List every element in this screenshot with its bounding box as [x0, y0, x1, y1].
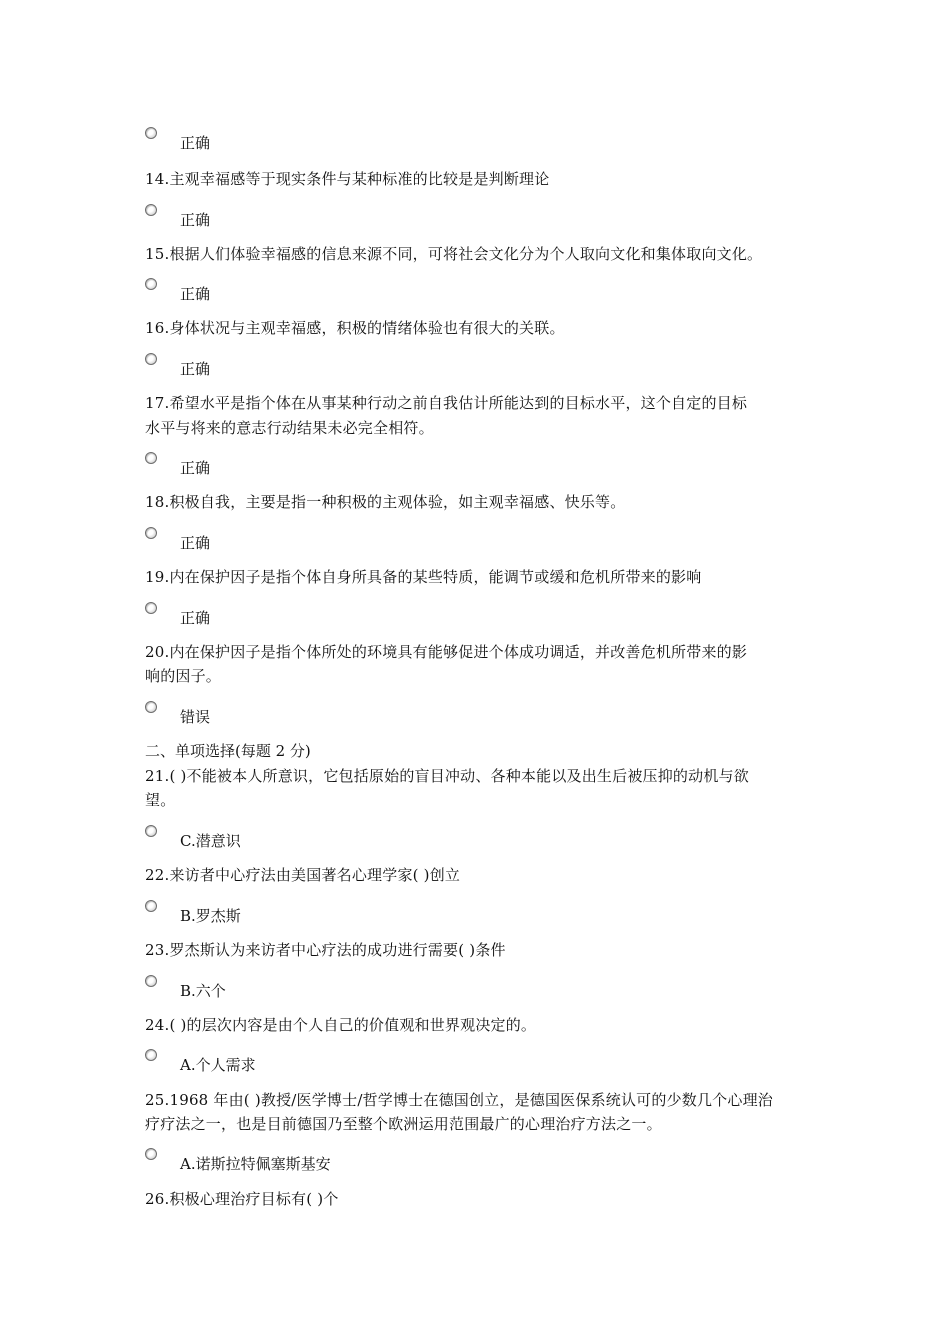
answer-label: A.诺斯拉特佩塞斯基安 [180, 1155, 331, 1173]
answer-option-14 [145, 204, 445, 230]
answer-label: 正确 [180, 211, 211, 229]
radio-button-icon[interactable] [145, 204, 157, 216]
answer-label: B.六个 [180, 982, 226, 1000]
answer-label: B.罗杰斯 [180, 907, 241, 925]
question-17-line-2: 水平与将来的意志行动结果未必完全相符。 [145, 419, 434, 437]
answer-option-22 [145, 900, 445, 926]
answer-label: 错误 [180, 708, 211, 726]
answer-option-16 [145, 353, 445, 379]
question-18: 18.积极自我，主要是指一种积极的主观体验，如主观幸福感、快乐等。 [145, 493, 626, 511]
answer-label: 正确 [180, 609, 211, 627]
question-19: 19.内在保护因子是指个体自身所具备的某些特质，能调节或缓和危机所带来的影响 [145, 568, 702, 586]
radio-button-icon[interactable] [145, 701, 157, 713]
question-16: 16.身体状况与主观幸福感，积极的情绪体验也有很大的关联。 [145, 319, 565, 337]
answer-label: 正确 [180, 285, 211, 303]
section-heading-single-choice: 二、单项选择(每题 2 分) [145, 742, 311, 760]
question-17-line-1: 17.希望水平是指个体在从事某种行动之前自我估计所能达到的目标水平，这个自定的目标 [145, 394, 748, 412]
answer-option-25 [145, 1148, 445, 1174]
answer-option-15 [145, 278, 445, 304]
radio-button-icon[interactable] [145, 278, 157, 290]
radio-button-icon[interactable] [145, 825, 157, 837]
question-21-line-1: 21.( )不能被本人所意识，它包括原始的盲目冲动、各种本能以及出生后被压抑的动机与欲 [145, 767, 749, 785]
question-21-line-2: 望。 [145, 791, 176, 809]
answer-label: 正确 [180, 459, 211, 477]
question-25-line-2: 疗疗法之一，也是目前德国乃至整个欧洲运用范围最广的心理治疗方法之一。 [145, 1115, 662, 1133]
answer-label: 正确 [180, 360, 211, 378]
question-20-line-2: 响的因子。 [145, 667, 222, 685]
radio-button-icon[interactable] [145, 975, 157, 987]
radio-button-icon[interactable] [145, 452, 157, 464]
question-20-line-1: 20.内在保护因子是指个体所处的环境具有能够促进个体成功调适，并改善危机所带来的影 [145, 643, 748, 661]
answer-option-20 [145, 701, 445, 727]
question-24: 24.( )的层次内容是由个人自己的价值观和世界观决定的。 [145, 1016, 537, 1034]
answer-option-13 [145, 127, 445, 153]
answer-option-23 [145, 975, 445, 1001]
answer-option-24 [145, 1049, 445, 1075]
radio-button-icon[interactable] [145, 1049, 157, 1061]
answer-option-21 [145, 825, 445, 851]
radio-button-icon[interactable] [145, 527, 157, 539]
question-14: 14.主观幸福感等于现实条件与某种标准的比较是是判断理论 [145, 170, 550, 188]
radio-button-icon[interactable] [145, 1148, 157, 1160]
question-26: 26.积极心理治疗目标有( )个 [145, 1190, 339, 1208]
answer-option-19 [145, 602, 445, 628]
radio-button-icon[interactable] [145, 900, 157, 912]
answer-label: 正确 [180, 134, 211, 152]
answer-option-17 [145, 452, 445, 478]
radio-button-icon[interactable] [145, 602, 157, 614]
question-15: 15.根据人们体验幸福感的信息来源不同，可将社会文化分为个人取向文化和集体取向文化。 [145, 245, 763, 263]
answer-option-18 [145, 527, 445, 553]
question-22: 22.来访者中心疗法由美国著名心理学家( )创立 [145, 866, 461, 884]
answer-label: C.潜意识 [180, 832, 241, 850]
radio-button-icon[interactable] [145, 353, 157, 365]
answer-label: A.个人需求 [180, 1056, 256, 1074]
question-25-line-1: 25.1968 年由( )教授/医学博士/哲学博士在德国创立，是德国医保系统认可的少数几个心理治 [145, 1091, 773, 1109]
answer-label: 正确 [180, 534, 211, 552]
radio-button-icon[interactable] [145, 127, 157, 139]
question-23: 23.罗杰斯认为来访者中心疗法的成功进行需要( )条件 [145, 941, 506, 959]
